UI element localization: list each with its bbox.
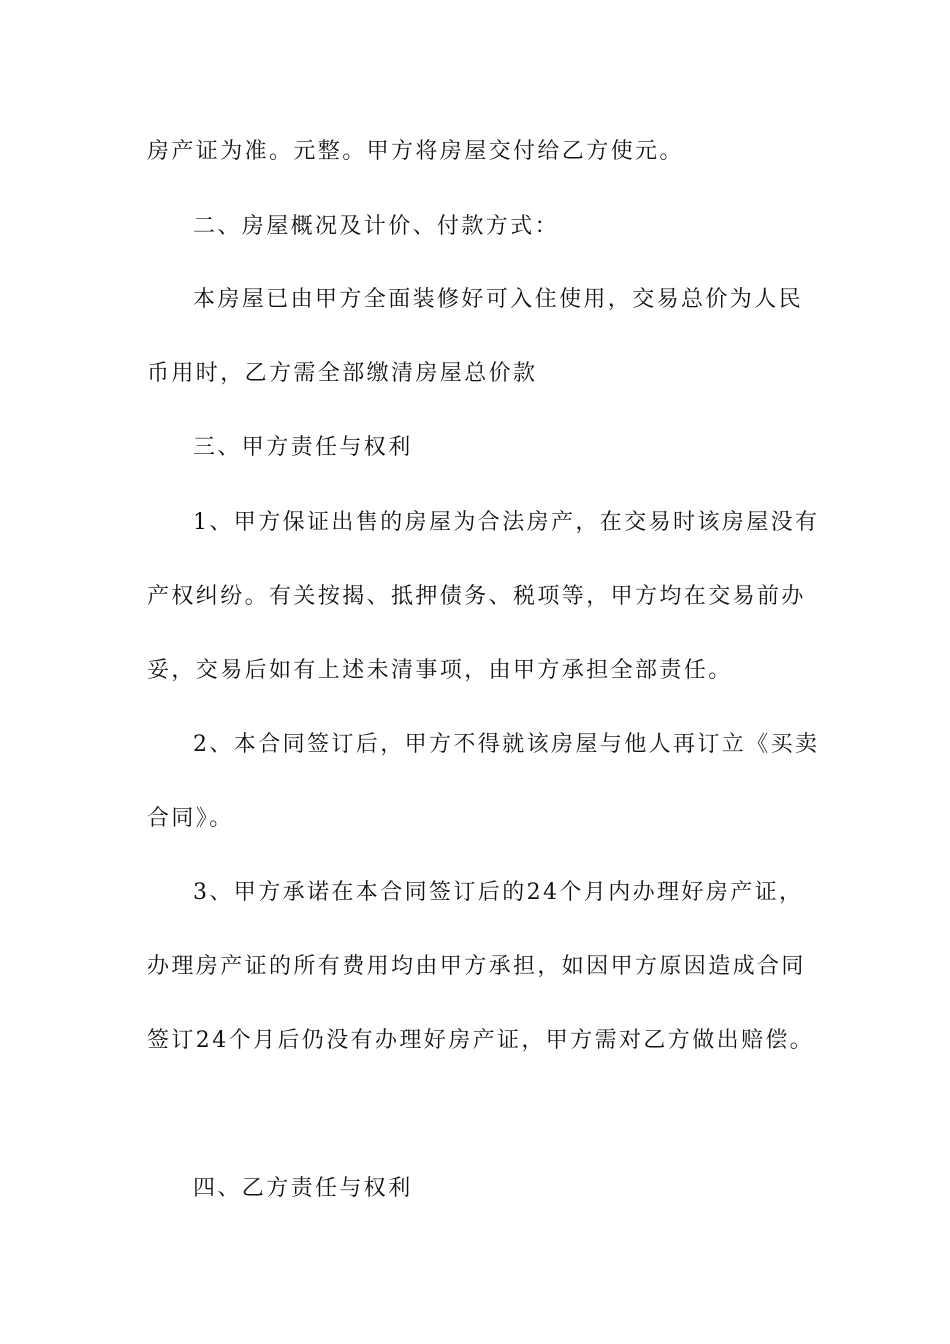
section-heading: 四、乙方责任与权利 <box>193 1176 413 1201</box>
paragraph-line: 办理房产证的所有费用均由甲方承担，如因甲方原因造成合同 <box>147 954 806 979</box>
paragraph-line: 币用时，乙方需全部缴清房屋总价款 <box>147 361 538 386</box>
paragraph-line: 3、甲方承诺在本合同签订后的24个月内办理好房产证， <box>193 880 804 905</box>
paragraph-line: 房产证为准。元整。甲方将房屋交付给乙方使元。 <box>147 139 684 164</box>
paragraph-line: 签订24个月后仍没有办理好房产证，甲方需对乙方做出赔偿。 <box>147 1028 815 1053</box>
paragraph-line: 妥，交易后如有上述未清事项，由甲方承担全部责任。 <box>147 658 733 683</box>
paragraph-line: 1、甲方保证出售的房屋为合法房产，在交易时该房屋没有 <box>193 510 820 535</box>
paragraph-line: 合同》。 <box>147 806 234 831</box>
section-heading: 二、房屋概况及计价、付款方式： <box>193 214 560 239</box>
paragraph-line: 产权纠纷。有关按揭、抵押债务、税项等，甲方均在交易前办 <box>147 584 806 609</box>
section-heading: 三、甲方责任与权利 <box>193 435 413 460</box>
paragraph-line: 本房屋已由甲方全面装修好可入住使用，交易总价为人民 <box>193 287 804 312</box>
paragraph-line: 2、本合同签订后，甲方不得就该房屋与他人再订立《买卖 <box>193 732 820 757</box>
